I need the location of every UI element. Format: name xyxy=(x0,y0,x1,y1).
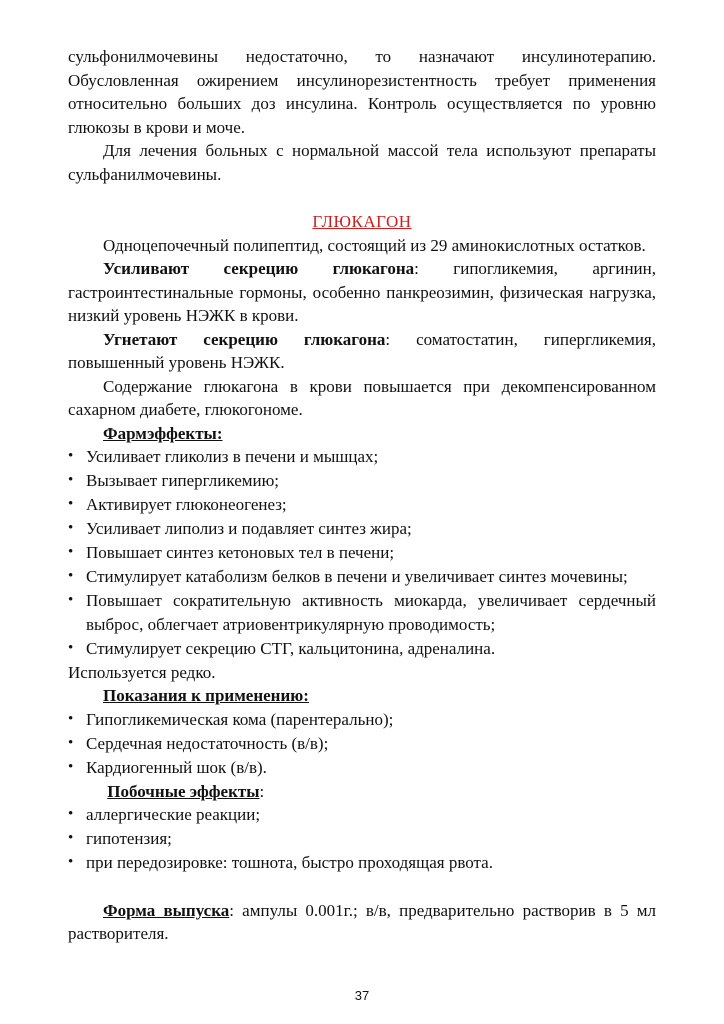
section-title-glucagon: ГЛЮКАГОН xyxy=(312,212,412,231)
bullet-icon: • xyxy=(68,520,74,536)
list-item-text: Усиливает гликолиз в печени и мышцах; xyxy=(86,447,379,466)
list-item-text: Повышает синтез кетоновых тел в печени; xyxy=(86,543,395,562)
list-item xyxy=(68,803,656,827)
intro-word: то xyxy=(375,47,392,66)
list-item xyxy=(68,565,656,589)
list-item xyxy=(68,756,656,780)
list-item xyxy=(68,732,656,756)
list-item-text: Усиливает липолиз и подавляет синтез жира; xyxy=(86,519,412,538)
list-item-text: Повышает сократительную активность миокарда, увеличивает сердечный выброс, облегчает атриовентрикулярную проводимость; xyxy=(86,591,656,634)
list-item xyxy=(68,851,656,875)
release-form-label: Форма выпуска xyxy=(103,900,230,920)
list-item xyxy=(68,637,656,661)
list-item-text: Гипогликемическая кома (парентерально); xyxy=(86,709,394,729)
enhance-secretion-text: : гипогликемия, аргинин, гастроинтестинальные гормоны, особенно панкреозимин, физическая нагрузка, низкий уровень НЭЖК в крови. xyxy=(68,259,656,325)
normal-weight-paragraph: Для лечения больных с нормальной массой тела используют препараты сульфанилмочевины. xyxy=(68,141,656,184)
inhibit-secretion-text: : соматостатин, гипергликемия, повышенный уровень НЭЖК. xyxy=(68,329,656,372)
list-item xyxy=(68,445,656,469)
bullet-icon: • xyxy=(68,448,74,464)
list-item xyxy=(68,469,656,493)
list-item xyxy=(68,589,656,636)
bullet-icon: • xyxy=(68,544,74,560)
release-form-paragraph xyxy=(68,899,656,946)
list-item-text: Сердечная недостаточность (в/в); xyxy=(86,733,329,753)
list-item-text: при передозировке: тошнота, быстро проходящая рвота. xyxy=(86,853,493,872)
indications-heading-line xyxy=(68,684,656,708)
bullet-icon: • xyxy=(68,472,74,488)
intro-word: сульфонилмочевины xyxy=(68,47,219,66)
side-effects-colon: : xyxy=(259,781,265,801)
intro-paragraph xyxy=(68,45,656,139)
list-item-text: Активирует глюконеогенез; xyxy=(86,495,287,514)
pharm-effects-note: Используется редко. xyxy=(68,662,216,682)
side-effects-heading: Побочные эффекты xyxy=(107,781,260,801)
list-item-text: Кардиогенный шок (в/в). xyxy=(86,757,267,777)
list-item-text: Вызывает гипергликемию; xyxy=(86,471,280,490)
pharm-effects-heading: Фармэффекты: xyxy=(103,423,223,443)
intro-first-line xyxy=(68,45,656,69)
bullet-icon: • xyxy=(68,854,74,870)
list-item-text: аллергические реакции; xyxy=(86,805,261,824)
list-item-text: гипотензия; xyxy=(86,829,172,848)
pharm-effects-list xyxy=(68,445,656,660)
bullet-icon: • xyxy=(68,639,74,656)
side-effects-list xyxy=(68,803,656,875)
bullet-icon: • xyxy=(68,568,74,584)
list-item xyxy=(68,493,656,517)
glucagon-content-paragraph: Содержание глюкагона в крови повышается при декомпенсированном сахарном диабете, глюкогономе. xyxy=(68,376,656,419)
bullet-icon: • xyxy=(68,710,74,727)
list-item-text: Стимулирует катаболизм белков в печени и увеличивает синтез мочевины; xyxy=(86,567,628,586)
list-item xyxy=(68,708,656,732)
enhance-secretion-label: Усиливают секрецию глюкагона xyxy=(103,259,415,278)
inhibit-secretion-paragraph xyxy=(68,328,656,375)
indications-heading: Показания к применению: xyxy=(103,686,309,705)
enhance-secretion-paragraph xyxy=(68,257,656,328)
pharm-effects-heading-line xyxy=(68,422,656,446)
list-item xyxy=(68,541,656,565)
intro-word: недостаточно, xyxy=(245,47,348,66)
list-item xyxy=(68,827,656,851)
list-item-text: Стимулирует секрецию СТГ, кальцитонина, адреналина. xyxy=(86,638,496,658)
bullet-icon: • xyxy=(68,758,74,775)
page-number: 37 xyxy=(354,988,370,1003)
release-form-text: : ампулы 0.001г.; в/в, предварительно растворив в 5 мл растворителя. xyxy=(68,900,656,943)
intro-rest: Обусловленная ожирением инсулинорезистентность требует применения относительно больших доз инсулина. Контроль осуществляется по уровню глюкозы в крови и моче. xyxy=(68,70,656,137)
side-effects-heading-line xyxy=(68,780,656,804)
intro-word: инсулинотерапию. xyxy=(521,47,657,66)
inhibit-secretion-label: Угнетают секрецию глюкагона xyxy=(103,329,386,349)
list-item xyxy=(68,517,656,541)
bullet-icon: • xyxy=(68,830,74,846)
bullet-icon: • xyxy=(68,734,74,751)
page-content xyxy=(68,45,656,946)
glucagon-definition: Одноцепочечный полипептид, состоящий из 29 аминокислотных остатков. xyxy=(103,235,646,255)
bullet-icon: • xyxy=(68,806,74,822)
intro-word: назначают xyxy=(418,47,495,66)
bullet-icon: • xyxy=(68,496,74,512)
bullet-icon: • xyxy=(68,592,74,608)
indications-list xyxy=(68,708,656,780)
